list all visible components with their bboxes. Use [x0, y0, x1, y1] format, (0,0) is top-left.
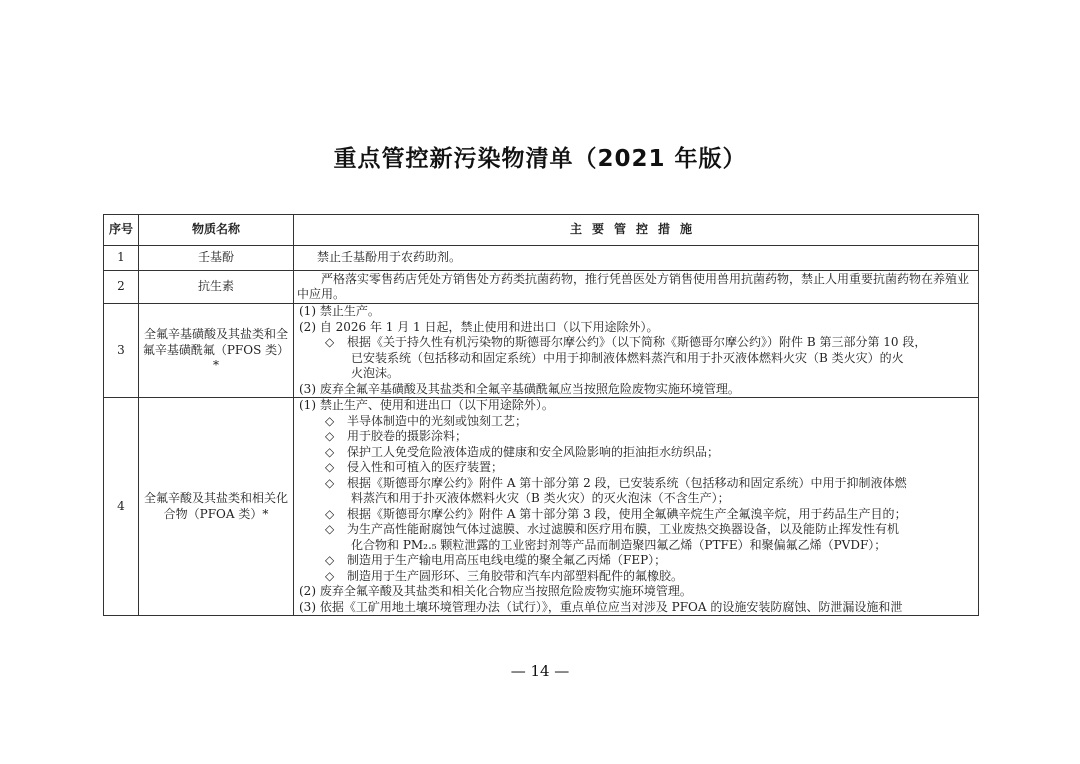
- measure-line: 已安装系统（包括移动和固定系统）中用于抑制液体燃料蒸汽和用于扑灭液体燃料火灾（B 类火灾）的火: [351, 350, 904, 365]
- diamond-outline-icon: ◇: [325, 522, 335, 536]
- measure-text: 根据《斯德哥尔摩公约》附件 A 第十部分第 3 段，使用全氟碘辛烷生产全氟溴辛烷，用于药品生产目的；: [347, 506, 907, 521]
- row-substance-name: 全氟辛酸及其盐类和相关化合物（PFOA 类）*: [139, 398, 294, 616]
- header-measures: 主要管控措施: [294, 215, 979, 246]
- row-seq: 1: [104, 246, 139, 271]
- table-row: [104, 304, 979, 398]
- diamond-outline-icon: ◇: [325, 444, 335, 459]
- measure-text: 为生产高性能耐腐蚀气体过滤膜、水过滤膜和医疗用布膜，工业废热交换器设备，以及能防止挥发性有机: [347, 522, 900, 536]
- row-measures: [294, 246, 979, 271]
- row-seq: 4: [104, 398, 139, 616]
- diamond-outline-icon: ◇: [325, 413, 335, 428]
- measure-bullet-line: [297, 429, 975, 445]
- diamond-outline-icon: ◇: [325, 568, 335, 583]
- table-header-row: [104, 215, 979, 246]
- measure-text: 根据《关于持久性有机污染物的斯德哥尔摩公约》（以下简称《斯德哥尔摩公约》）附件 B 第三部分第 10 段，: [347, 335, 927, 349]
- measure-line: (1) 禁止生产。: [299, 304, 380, 318]
- diamond-outline-icon: ◇: [325, 335, 335, 349]
- row-measures: [294, 304, 979, 398]
- measure-bullet-line: [297, 414, 975, 430]
- substance-table: [103, 214, 979, 616]
- measure-line: (3) 依据《工矿用地土壤环境管理办法（试行）》，重点单位应当对涉及 PFOA 的设施安装防腐蚀、防泄漏设施和泄: [299, 599, 903, 614]
- measure-line: (1) 禁止生产、使用和进出口（以下用途除外）。: [299, 398, 554, 412]
- measure-bullet-line: [297, 569, 975, 585]
- diamond-outline-icon: ◇: [325, 475, 335, 490]
- header-name: 物质名称: [139, 215, 294, 246]
- diamond-outline-icon: ◇: [325, 506, 335, 521]
- measure-line: (3) 废弃全氟辛基磺酸及其盐类和全氟辛基磺酰氟应当按照危险废物实施环境管理。: [299, 381, 740, 396]
- table-row: [104, 271, 979, 304]
- page-number: — 14 —: [510, 662, 570, 680]
- measure-text: 根据《斯德哥尔摩公约》附件 A 第十部分第 2 段，已安装系统（包括移动和固定系统）中用于抑制液体燃: [347, 475, 907, 490]
- measure-text: 用于胶卷的摄影涂料；: [347, 429, 468, 443]
- measure-text: 制造用于生产圆形环、三角胶带和汽车内部塑料配件的氟橡胶。: [347, 568, 684, 583]
- measure-text: 侵入性和可植入的医疗装置；: [347, 460, 504, 474]
- row-seq: 3: [104, 304, 139, 398]
- table-row: [104, 398, 979, 616]
- row-substance-name: 全氟辛基磺酸及其盐类和全氟辛基磺酰氟（PFOS 类）*: [139, 304, 294, 398]
- row-measures: [294, 398, 979, 616]
- measure-bullet-line: [297, 335, 975, 351]
- measure-text: 半导体制造中的光刻或蚀刻工艺；: [347, 413, 528, 428]
- measure-bullet-line: [297, 553, 975, 569]
- header-seq: 序号: [104, 215, 139, 246]
- table-row: [104, 246, 979, 271]
- measure-line: 禁止壬基酚用于农药助剂。: [317, 250, 462, 265]
- measure-bullet-line: [297, 476, 975, 492]
- row-substance-name: 壬基酚: [139, 246, 294, 271]
- measure-line: 火泡沫。: [351, 366, 400, 380]
- measure-line: (2) 自 2026 年 1 月 1 日起，禁止使用和进出口（以下用途除外）。: [299, 319, 659, 334]
- measure-text: 制造用于生产输电用高压电线电缆的聚全氟乙丙烯（FEP）；: [347, 553, 667, 567]
- measure-line: 化合物和 PM₂.₅ 颗粒泄露的工业密封剂等产品而制造聚四氟乙烯（PTFE）和聚偏氟乙烯（PVDF）；: [351, 537, 887, 552]
- measure-bullet-line: [297, 445, 975, 461]
- diamond-outline-icon: ◇: [325, 553, 335, 567]
- row-substance-name: 抗生素: [139, 271, 294, 304]
- row-seq: 2: [104, 271, 139, 304]
- measure-text: 保护工人免受危险液体造成的健康和安全风险影响的拒油拒水纺织品；: [347, 444, 720, 459]
- diamond-outline-icon: ◇: [325, 429, 335, 443]
- diamond-outline-icon: ◇: [325, 460, 335, 474]
- measure-line: (2) 废弃全氟辛酸及其盐类和相关化合物应当按照危险废物实施环境管理。: [299, 584, 692, 598]
- row-measures-paragraph: 严格落实零售药店凭处方销售处方药类抗菌药物，推行凭兽医处方销售使用兽用抗菌药物，禁止人用重要抗菌药物在养殖业中应用。: [294, 271, 979, 304]
- measure-bullet-line: [297, 507, 975, 523]
- measure-bullet-line: [297, 522, 975, 538]
- page-title: 重点管控新污染物清单（2021 年版）: [333, 146, 747, 172]
- measure-line: 料蒸汽和用于扑灭液体燃料火灾（B 类火灾）的灭火泡沫（不含生产）；: [351, 491, 730, 505]
- measure-bullet-line: [297, 460, 975, 476]
